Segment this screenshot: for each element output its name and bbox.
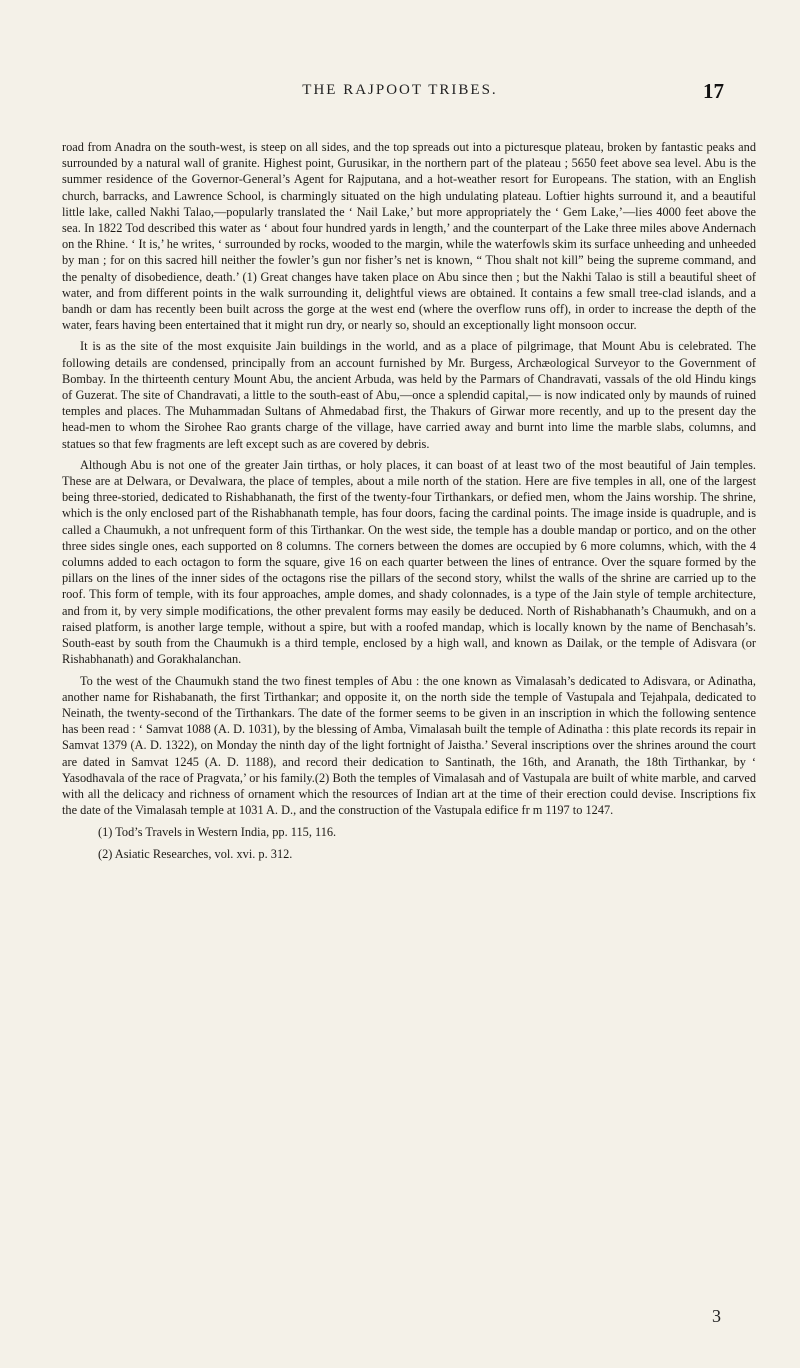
paragraph: road from Anadra on the south-west, is steep on all sides, and the top spreads out into a picturesque plateau, broken by fantastic peaks and surrounded by a natural wall of granite. Highest point, Gurusikar, in the northern part of the plateau ; 5650 feet above sea level. Abu is the summer residence of the Governor-General’s Agent for Rajputana, and a hot-weather resort for Europeans. The station, with an English church, barracks, and Lawrence School, is charmingly situated on the high undulating plateau. Loftier hights surround it, and a beautiful little lake, called Nakhi Talao,—popularly translated the ‘ Nail Lake,’ but more appropriately the ‘ Gem Lake,’—lies 4000 feet above the sea. In 1822 Tod described this water as ‘ about four hundred yards in length,’ and the counterpart of the Lake three miles above Andernach on the Rhine. ‘ It is,’ he writes, ‘ surrounded by rocks, wooded to the margin, while the waterfowls skim its surface unheeding and unheeded by man ; for on this sacred hill neither the fowler’s gun nor fisher’s net is known, “ Thou shalt not kill” being the supreme command, and the penalty of disobedience, death.’ (1) Great changes have taken place on Abu since then ; but the Nakhi Talao is still a beautiful sheet of water, and from different points in the walk surrounding it, delightful views are obtained. It contains a few small tree-clad islands, and a bandh or dam has recently been built across the gorge at the west end (where the overflow runs off), in order to increase the depth of the water, fears having been entertained that it might run dry, or nearly so, should an exceptionally light monsoon occur.: [62, 140, 756, 333]
signature-mark: 3: [712, 1306, 721, 1326]
running-title: THE RAJPOOT TRIBES.: [302, 82, 498, 98]
running-head: [62, 79, 738, 106]
paragraph: To the west of the Chaumukh stand the two finest temples of Abu : the one known as Vimalasah’s dedicated to Adisvara, or Adinatha, another name for Rishabanath, the first Tirthankar; and opposite it, on the north side the temple of Vastupala and Tejahpala, dedicated to Neinath, the twenty-second of the Tirthankars. The date of the former seems to be given in an inscription in which the following sentence has been read : ‘ Samvat 1088 (A. D. 1031), by the blessing of Amba, Vimalasah built the temple of Adinatha : this plate records its repair in Samvat 1379 (A. D. 1322), on Monday the ninth day of the light fortnight of Jaistha.’ Several inscriptions over the shrines around the court are dated in Samvat 1245 (A. D. 1188), and record their dedication to Santinath, the 16th, and Aranath, the 18th Tirthankar, by ‘ Yasodhavala of the race of Pragvata,’ or his family.(2) Both the temples of Vimalasah and of Vastupala are built of white marble, and carved with all the delicacy and richness of ornament which the resources of Indian art at the time of their erection could devise. Inscriptions fix the date of the Vimalasah temple at 1031 A. D., and the construction of the Vastupala edifice fr m 1197 to 1247.: [62, 673, 756, 818]
paragraph: Although Abu is not one of the greater Jain tirthas, or holy places, it can boast of at least two of the most beautiful of Jain temples. These are at Delwara, or Devalwara, the place of temples, about a mile north of the station. Here are five temples in all, one of the largest being three-storied, dedicated to Rishabhanath, the first of the twenty-four Tirthankars, or defied men, whom the Jains worship. The shrine, which is the only enclosed part of the Rishabhanath temple, has four doors, facing the cardinal points. The image inside is quadruple, and is called a Chaumukh, a not unfrequent form of this Tirthankar. On the west side, the temple has a double mandap or portico, and on the other three sides single ones, each supported on 8 columns. The corners between the domes are occupied by 6 more columns, which, with the 4 columns added to each octagon to form the square, give 16 on each quarter between the lines of entrance. Over the square formed by the pillars on the lines of the inner sides of the octagons rise the pillars of the second story, whilst the walls of the shrine are carried up to the roof. This form of temple, with its four approaches, ample domes, and shady colonnades, is a type of the Jain style of temple architecture, and from it, by very simple modifications, the other prevalent forms may easily be deduced. North of Rishabhanath’s Chaumukh, and on a raised platform, is another large temple, without a spire, but with a roofed mandap, which is locally known by the name of Benchasah’s. South-east by south from the Chaumukh is a third temple, enclosed by a high wall, and known as Dailak, or the temple of Adisvara (or Rishabhanath) and Gorakhalanchan.: [62, 457, 756, 667]
footnote: (1) Tod’s Travels in Western India, pp. 115, 116.: [98, 825, 337, 840]
page-number: 17: [703, 79, 724, 103]
footnotes: [62, 824, 756, 861]
body-text: [62, 139, 756, 867]
paragraph: It is as the site of the most exquisite Jain buildings in the world, and as a place of pilgrimage, that Mount Abu is celebrated. The following details are condensed, principally from an account furnished by Mr. Burgess, Archæological Surveyor to the Government of Bombay. In the thirteenth century Mount Abu, the ancient Arbuda, was held by the Parmars of Chandravati, vassals of the old Hindu kings of Guzerat. The site of Chandravati, a little to the south-east of Abu,—once a splendid capital,— is now indicated only by maunds of ruined temples and places. The Muhammadan Sultans of Ahmedabad first, the Thakurs of Girwar more recently, and up to the present day the head-men to whom the Sirohee Rao grants charge of the village, have carried away and burnt into lime the marble slabs, columns, and statues so that few fragments are left except such as are covered by debris.: [62, 339, 756, 451]
footnote: (2) Asiatic Researches, vol. xvi. p. 312.: [98, 846, 293, 861]
